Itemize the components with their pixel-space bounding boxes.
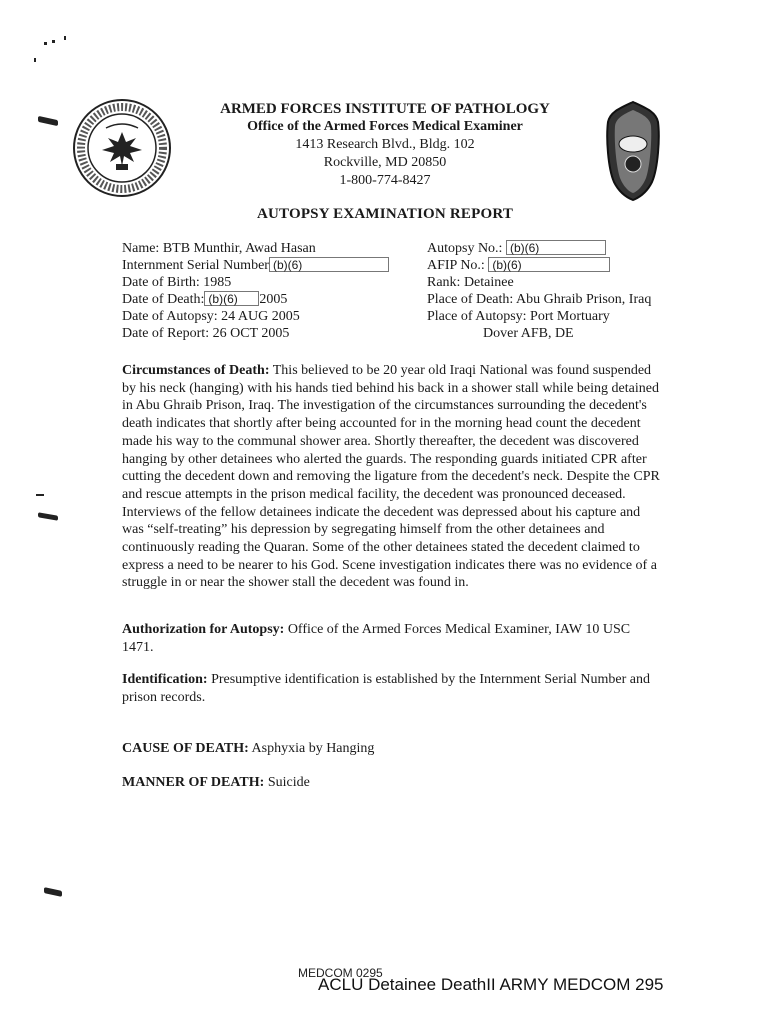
internment-serial-row (122, 257, 412, 274)
report-title: AUTOPSY EXAMINATION REPORT (256, 206, 514, 222)
afip-no-redaction-box: (b)(6) (488, 257, 610, 272)
manner-label: MANNER OF DEATH: (122, 775, 265, 790)
date-of-autopsy: Date of Autopsy: 24 AUG 2005 (122, 309, 300, 324)
address-line-1: 1413 Research Blvd., Bldg. 102 (295, 137, 475, 152)
phone-number: 1-800-774-8427 (339, 173, 431, 188)
circumstances-label: Circumstances of Death: (122, 363, 270, 378)
manner-of-death (122, 774, 662, 792)
manner-text: Suicide (267, 775, 310, 790)
identification-paragraph (122, 671, 662, 706)
circumstances-text: This believed to be 20 year old Iraqi National was found suspended by his neck (hanging) with his hands tied behind his back in a shower stall while being detained in Abu Ghraib Prison, Iraq. The investigation of the circumstances surrounding the decedent's death indicates that shortly after being accounted for in the morning head count the decedent made his way to the communal shower area. Shortly thereafter, the decedent was discovered hanging by other detainees who alerted the guards. The responding guards initiated CPR after cutting the decedent down and removing the ligature from the decedent's neck. Despite the CPR and rescue attempts in the prison medical facility, the decedent was pronounced deceased. Interviews of the fellow detainees indicate the decedent was depressed about his capture and was “self-treating” his depression by segregating himself from the other detainees and continuously reading the Quaran. Some of the other detainees stated the decedent claimed to express a need to be nearer to his God. Scene investigation indicates there was no evidence of a struggle in or near the shower stall the decedent was found in. (122, 363, 660, 591)
place-of-autopsy-line-2: Dover AFB, DE (483, 326, 574, 341)
afip-number-row (427, 257, 687, 274)
scan-mark (38, 116, 58, 126)
authorization-text: Office of the Armed Forces Medical Examiner, IAW 10 USC 1471. (122, 622, 631, 655)
dod-year: 2005 (259, 292, 288, 307)
date-of-death-row (122, 291, 412, 308)
authorization-label: Authorization for Autopsy: (122, 622, 285, 637)
place-of-death: Place of Death: Abu Ghraib Prison, Iraq (427, 292, 652, 307)
address-line-2: Rockville, MD 20850 (323, 155, 447, 170)
scan-mark (36, 494, 44, 496)
identification-label: Identification: (122, 672, 208, 687)
info-right-column (427, 240, 687, 342)
date-of-report: Date of Report: 26 OCT 2005 (122, 326, 290, 341)
medcom-stamp: MEDCOM 0295 (298, 966, 383, 980)
dod-label: Date of Death: (122, 292, 205, 307)
armed-forces-badge-icon (604, 98, 662, 202)
isn-label: Internment Serial Number (122, 258, 269, 273)
institute-name: ARMED FORCES INSTITUTE OF PATHOLOGY (220, 101, 550, 117)
rank: Rank: Detainee (427, 275, 514, 290)
cause-text: Asphyxia by Hanging (251, 741, 375, 756)
office-name: Office of the Armed Forces Medical Examiner (247, 119, 523, 134)
scan-mark (44, 42, 47, 45)
autopsy-no-label: Autopsy No.: (427, 241, 503, 256)
cause-label: CAUSE OF DEATH: (122, 741, 249, 756)
authorization-paragraph (122, 621, 662, 656)
scan-mark (52, 40, 55, 43)
isn-redaction-box: (b)(6) (269, 257, 389, 272)
info-left-column (122, 240, 412, 342)
date-of-birth: Date of Birth: 1985 (122, 275, 232, 290)
department-of-defense-seal-icon (72, 98, 172, 198)
scan-mark (38, 512, 58, 521)
scan-mark (44, 887, 62, 897)
afip-no-label: AFIP No.: (427, 258, 485, 273)
place-of-autopsy: Place of Autopsy: Port Mortuary (427, 309, 610, 324)
autopsy-no-redaction-box: (b)(6) (506, 240, 606, 255)
aclu-stamp: ACLU Detainee DeathII ARMY MEDCOM 295 (318, 975, 664, 994)
scan-mark (34, 58, 36, 62)
identification-text: Presumptive identification is established by the Internment Serial Number and prison records. (122, 672, 651, 705)
dod-redaction-box: (b)(6) (204, 291, 259, 306)
letterhead (190, 100, 580, 190)
autopsy-number-row (427, 240, 687, 257)
circumstances-paragraph (122, 362, 662, 592)
decedent-name: Name: BTB Munthir, Awad Hasan (122, 241, 316, 256)
cause-of-death (122, 740, 662, 758)
scan-mark (64, 36, 66, 40)
